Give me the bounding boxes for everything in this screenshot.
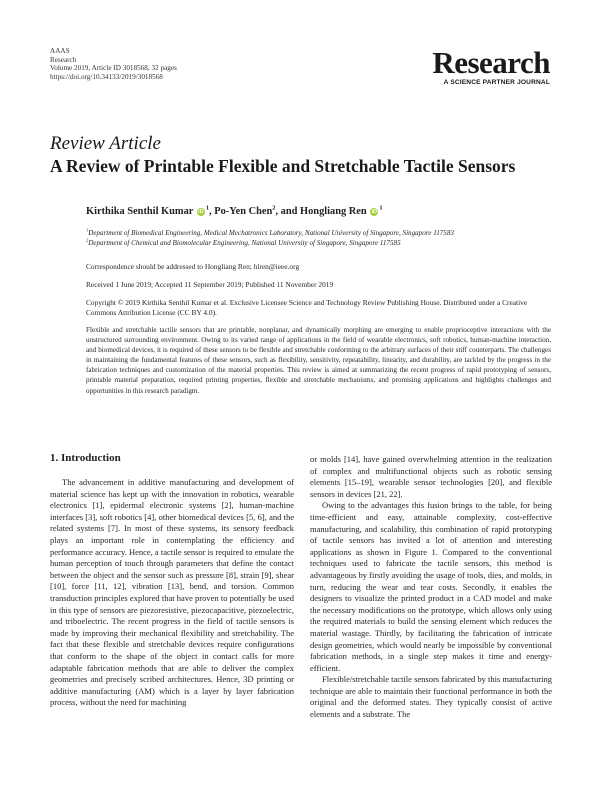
journal-logo <box>432 45 550 86</box>
paragraph: Owing to the advantages this fusion brings to the table, for being time-efficient and easy, attainable complexity, cost-effective manufacturing, and scalability, this combination of rapid prototyping of tactile sensors has invited a lot of attention and interesting applications as shown in Figure 1. Compared to the conventional techniques used to fabricate the tactile sensors, this method is advantageous by firstly avoiding the usage of tools, dies, and molds, in turn, reducing the wear and tear costs. Secondly, it enables the designers to visualize the printed product in a CAD model and make the necessary modifications on the prototype, which allows only using the required materials to build the sensing element which reduces the material wastage. Thirdly, by facilitating the fabrication of intricate design geometries, which would nearly be impossible by conventional fabrication methods, in a single step makes it time and energy-efficient. <box>310 500 552 673</box>
body-column-right <box>310 454 552 721</box>
affiliation-sup: 2 <box>86 237 89 243</box>
orcid-icon[interactable]: iD <box>198 209 204 215</box>
affiliation-text: Department of Biomedical Engineering, Medical Mechatronics Laboratory, National University of Singapore, Singapore 117583 <box>88 229 454 237</box>
orcid-icon[interactable]: iD <box>371 209 378 215</box>
author-separator: , and <box>275 206 301 217</box>
author-affiliation-sup: 2 <box>272 204 276 212</box>
paragraph: The advancement in additive manufacturing and development of material science has kept up with the innovation in robotics, wearable electronics [1], epidermal electronic systems [2], human-machine interfaces [3], soft robotics [4], other biomedical devices [5, 6], and the related systems [7]. In most of these systems, its sensory feedback plays an important role in contemplating the efficiency and performance accuracy. Hence, a tactile sensor is required to emulate the human perception of touch through parameters that define the contact between the object and the sensor such as pressure [8], strain [9], shear [10], force [11, 12], vibration [13], bend, and torsion. Common transduction principles explored that have proven to potentially be used in this type of sensors are piezoresistive, piezocapacitive, piezoelectric, and triboelectric. The recent progress in the field of tactile sensors is made by improving their mechanical flexibility and stretchability. The fact that these flexible and stretchable devices require configurations that conform to the shape of the object in contact calls for more adaptable fabrication methods that are able to deliver the complex geometries and precisely scribed architectures. Hence, 3D printing or additive manufacturing (AM) which is a layer by layer fabrication process, without the need for machining <box>50 477 294 708</box>
author-affiliation-sup: 1 <box>205 204 210 212</box>
affiliation-sup: 1 <box>86 227 89 233</box>
article-title: A Review of Printable Flexible and Stretchable Tactile Sensors <box>50 156 516 176</box>
meta-volume: Volume 2019, Article ID 3018568, 32 pages <box>50 64 177 73</box>
meta-publisher: AAAS <box>50 47 70 55</box>
author-separator: , <box>209 206 215 217</box>
paragraph: Flexible/stretchable tactile sensors fabricated by this manufacturing technique are able to maintain their functional performance in both the original and the deformed states. They typically consist of active elements and a substrate. The <box>310 674 552 720</box>
meta-doi[interactable]: https://doi.org/10.34133/2019/3018568 <box>50 72 163 81</box>
author-name[interactable]: Po-Yen Chen <box>214 206 273 217</box>
publication-dates: Received 1 June 2019; Accepted 11 September 2019; Published 11 November 2019 <box>86 280 334 289</box>
meta-journal: Research <box>50 55 77 64</box>
affiliation-line <box>86 228 551 238</box>
paragraph: or molds [14], have gained overwhelming attention in the realization of complex and multifunctional objects such as robotic sensing elements [15–19], wearable sensor technologies [20], and flexible sensors in devices [21, 22]. <box>310 454 552 499</box>
affiliation-line <box>86 238 551 248</box>
author-name[interactable]: Hongliang Ren <box>300 206 367 217</box>
abstract: Flexible and stretchable tactile sensors that are printable, nonplanar, and dynamically morphing are emerging to enable proprioceptive interactions with the unstructured surrounding environment. Owing to its varied range of applications in the field of wearable electronics, soft robotics, human-machine interaction, and biomedical devices, it is required of these sensors to be flexible and stretchable conforming to the arbitrary surfaces of their stiff counterparts. The challenges in maintaining the fundamental features of these sensors, such as flexibility, sensitivity, repeatability, linearity, and durability, are tackled by the progress in the fabrication techniques and customization of the material properties. This review is aimed at summarizing the recent progress of rapid prototyping of sensors, printable material preparation, required printing properties, flexible and stretchable mechanisms, and promising applications and highlights challenges and opportunities in this research paradigm. <box>86 326 551 395</box>
author-name[interactable]: Kirthika Senthil Kumar <box>86 206 194 217</box>
author-affiliation-sup: 1 <box>379 204 383 212</box>
copyright-notice: Copyright © 2019 Kirthika Senthil Kumar et al. Exclusive Licensee Science and Technology Review Publishing House. Distributed under a Creative Commons Attribution License (CC BY 4.0). <box>86 298 528 317</box>
affiliations <box>86 228 551 248</box>
body-column-left <box>50 477 294 709</box>
article-type: Review Article <box>50 133 161 154</box>
correspondence: Correspondence should be addressed to Hongliang Ren; hlren@ieee.org <box>86 262 300 271</box>
affiliation-text: Department of Chemical and Biomolecular Engineering, National University of Singapore, Singapore 117585 <box>88 239 401 247</box>
journal-tagline: A SCIENCE PARTNER JOURNAL <box>443 79 550 86</box>
section-heading: 1. Introduction <box>50 452 121 464</box>
author-list <box>86 206 551 217</box>
article-meta <box>50 47 177 81</box>
journal-name: Research <box>432 45 550 80</box>
